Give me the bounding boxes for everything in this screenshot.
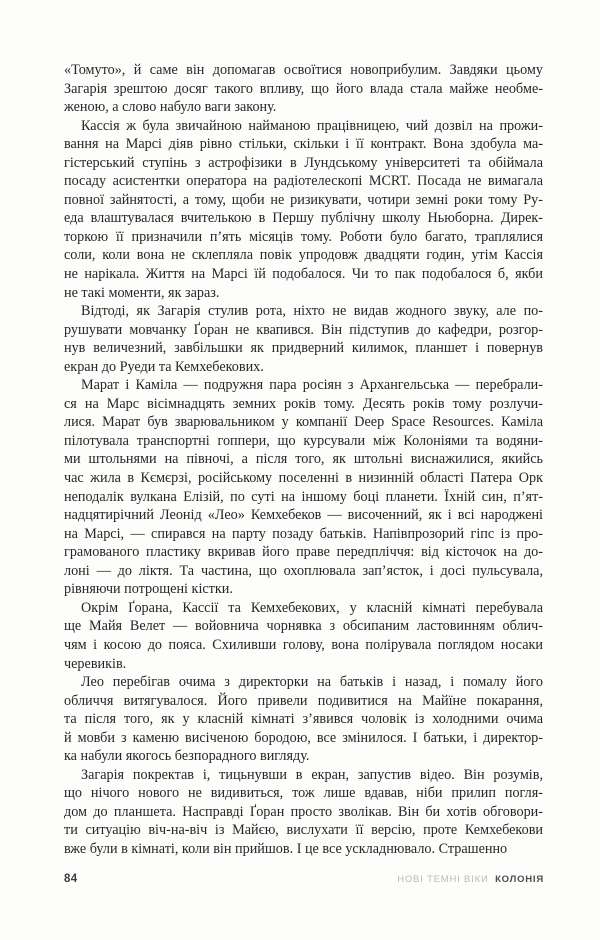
text-line: чям і косою до пояса. Схиливши голову, вона полірувала поглядом носаки xyxy=(64,636,543,653)
text-line: ти ситуацію віч-на-віч із Майєю, вислухати її версію, проте Кемхебекови xyxy=(64,822,543,839)
running-title-book: КОЛОНІЯ xyxy=(495,874,544,885)
text-line: обличчя витягувалося. Його привели подивитися на Майїне покарання, xyxy=(64,692,543,709)
running-title-series: НОВІ ТЕМНІ ВІКИ xyxy=(397,874,489,885)
text-line: Загарія покректав і, тицьнувши в екран, запустив відео. Він розумів, xyxy=(81,766,543,783)
text-line: дом до планшета. Насправді Ґоран просто зволікав. Він би хотів обговори- xyxy=(64,803,543,820)
paragraph xyxy=(64,302,543,376)
text-line: вання на Марсі діяв рівно стільки, скільки і її контракт. Вона здобула ма- xyxy=(64,136,543,153)
text-line: вже були в кімнаті, коли він прийшов. І це все ускладнювало. Страшенно xyxy=(64,840,508,857)
text-line: Марат і Каміла — подружня пара росіян з Архангельська — перебрали- xyxy=(81,377,543,394)
paragraph xyxy=(64,766,543,859)
text-line: ка набули якогось безпорадного вигляду. xyxy=(64,748,310,765)
text-line: час жила в Кємєрзі, російському поселенні в низинній області Патера Орк xyxy=(64,470,543,487)
paragraph xyxy=(64,376,543,599)
text-block xyxy=(64,61,543,859)
text-line: ся на Марс вісімнадцять земних років тому. Десять років тому розлучи- xyxy=(64,395,543,412)
text-line: торкою її призначили п’ять місяців тому. Роботи було багато, траплялися xyxy=(64,228,543,245)
text-line: рівняючи потрощені кістки. xyxy=(64,581,233,598)
text-line: Кассія ж була звичайною найманою працівницею, чий дозвіл на прожи- xyxy=(81,117,543,134)
text-line: еда влаштувалася вчителькою в Першу публічну школу Ньюборна. Дирек- xyxy=(64,210,543,227)
text-line: соли, коли вона не склепляла повік упродовж двадцяти годин, утім Кассія xyxy=(64,247,543,264)
page-footer xyxy=(64,873,544,885)
text-line: «Томуто», й саме він допомагав освоїтися новоприбулим. Завдяки цьому xyxy=(64,62,543,78)
text-line: Відтоді, як Загарія стулив рота, ніхто не видав жодного звуку, але по- xyxy=(81,303,543,320)
text-line: женою, а слово набуло ваги закону. xyxy=(64,99,277,116)
text-line: повної зайнятості, а тому, щоби не ризикувати, чотири земні роки тому Ру- xyxy=(64,191,543,208)
text-line: та після того, як у класній кімнаті з’явився чоловік із холодними очима xyxy=(64,711,543,728)
text-line: рушувати мовчанку Ґоран не квапився. Він підступив до кафедри, розгор- xyxy=(64,321,543,338)
text-line: черевиків. xyxy=(64,655,127,672)
text-line: посаду асистентки оператора на радіотелескопі MCRT. Посада не вимагала xyxy=(64,173,543,190)
text-line: гістерський ступінь з астрофізики в Лундському університеті та обіймала xyxy=(64,154,543,171)
paragraph xyxy=(64,61,543,117)
text-line: Лео перебігав очима з директорки на батьків і назад, і помалу його xyxy=(81,674,543,691)
text-line: що нічого нового не видивиться, тож лише вдавав, ніби прилип погля- xyxy=(64,785,543,802)
text-line: лоні — до ліктя. Та частина, що охоплювала зап’ясток, і досі пульсувала, xyxy=(64,562,543,579)
paragraph xyxy=(64,673,543,766)
text-line: грамованого пластику вкривав його праве передпліччя: від кісточок на до- xyxy=(64,544,543,561)
text-line: не такі моменти, як зараз. xyxy=(64,284,220,301)
text-line: нув величезний, завбільшки як придверний килимок, планшет і повернув xyxy=(64,340,543,357)
text-line: екран до Руеди та Кемхебекових. xyxy=(64,358,264,375)
text-line: надцятирічний Леонід «Лео» Кемхебеков — височенний, як і всі народжені xyxy=(64,507,543,524)
text-line: на Марсі, — спирався на парту позаду батьків. Напівпрозорий гіпс із про- xyxy=(64,525,543,542)
text-line: ми штольнями на півночі, а після того, як штольні виснажилися, якийсь xyxy=(64,451,543,468)
text-line: ще Майя Велет — войовнича чорнявка з обсипаним ластовинням облич- xyxy=(64,618,543,635)
text-line: Загарія зрештою досяг такого впливу, що його влада стала майже необме- xyxy=(64,80,543,97)
running-title xyxy=(397,874,544,885)
text-line: не нарікала. Життя на Марсі їй подобалося. Чи то пак подобалося б, якби xyxy=(64,266,543,283)
text-line: неподалік вулкана Елізій, по суті на іншому боці планети. Їхній син, п’ят- xyxy=(64,488,543,505)
text-line: й мовби з каменю висіченою бородою, все змінилося. І батьки, і директор- xyxy=(64,729,543,746)
page-number: 84 xyxy=(64,873,78,885)
paragraph xyxy=(64,117,543,302)
text-line: лися. Марат був зварювальником у компанії Deep Space Resources. Каміла xyxy=(64,414,543,431)
paragraph xyxy=(64,599,543,673)
text-line: пілотувала транспортні гоппери, що курсували між Колоніями та водяни- xyxy=(64,432,543,449)
text-line: Окрім Ґорана, Кассії та Кемхебекових, у класній кімнаті перебувала xyxy=(81,599,543,616)
